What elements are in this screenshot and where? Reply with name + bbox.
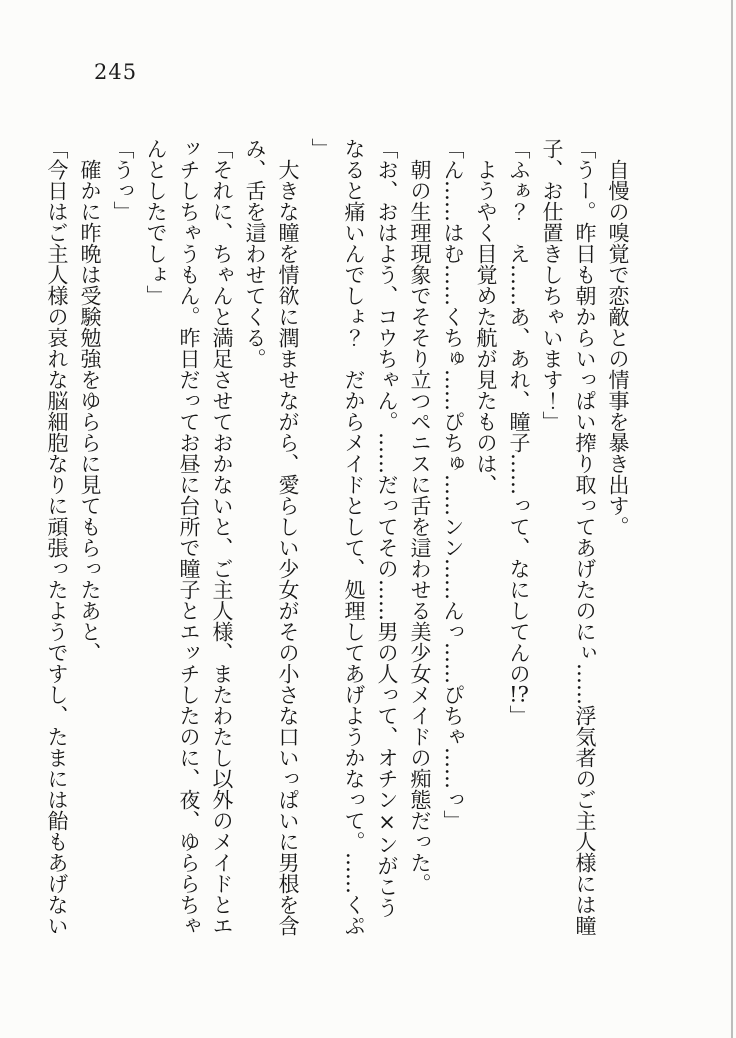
paragraph-dialogue: 「今日はご主人様の哀れな脳細胞なりに頑張ったようですし、たまには飴もあげない	[45, 138, 69, 936]
page-number: 245	[94, 60, 138, 84]
paragraph-dialogue: 「うっ」	[111, 138, 135, 222]
paragraph-narration: 大きな瞳を情欲に潤ませながら、愛らしい少女がその小さな口いっぱいに男根を含み、舌を這わせてくる。	[243, 138, 300, 936]
paragraph-narration: ようやく目覚めた航が見たものは、	[474, 159, 498, 495]
paragraph-narration: 朝の生理現象でそそり立つペニスに舌を這わせる美少女メイドの痴態だった。	[408, 159, 432, 894]
text-block	[40, 138, 634, 938]
paragraph-dialogue: 「ふぁ？ え……あ、あれ、瞳子……って、なにしてんの!?」	[507, 138, 531, 726]
paragraph-dialogue: 「お、おはよう、コウちゃん。……だってその……男の人って、オチン×ンがこうなると痛いんでしょ？ だからメイドとして、処理してあげようかなって。……くぷ」	[309, 138, 399, 936]
exclamation-question-tcy: !?	[509, 684, 529, 705]
page-edge-line	[731, 0, 733, 1038]
paragraph-dialogue: 「うー。昨日も朝からいっぱい搾り取ってあげたのにぃ……浮気者のご主人様には瞳子、お仕置きしちゃいます！」	[540, 138, 597, 936]
paragraph-narration: 自慢の嗅覚で恋敵との情事を暴き出す。	[606, 159, 630, 537]
paragraph-dialogue: 「それに、ちゃんと満足させておかないと、ご主人様、またわたし以外のメイドとエッチしちゃうもん。昨日だってお昼に台所で瞳子とエッチしたのに、夜、ゆららちゃんとしたでしょ」	[144, 138, 234, 936]
paragraph-dialogue: 「ん……はむ……くちゅ……ぴちゅ……ンン……んっ……ぴちゃ……っ」	[441, 138, 465, 831]
paragraph-narration: 確かに昨晩は受験勉強をゆららに見てもらったあと、	[78, 159, 102, 663]
